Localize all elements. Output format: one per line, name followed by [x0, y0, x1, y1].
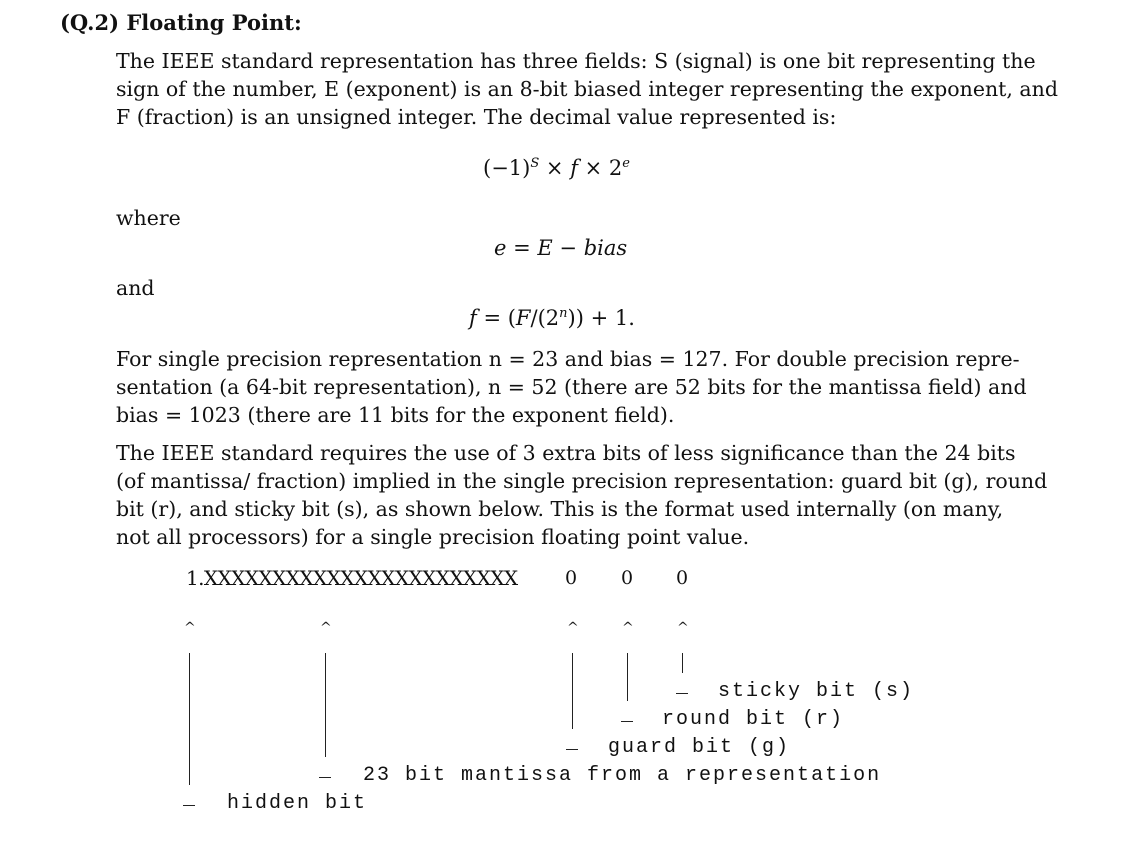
round-dash: [621, 721, 633, 722]
mantissa-dash: [319, 777, 331, 778]
caret-guard-icon: ^: [567, 620, 579, 636]
where-label: where: [116, 206, 181, 230]
hidden-bit-connector: [189, 653, 190, 785]
question-heading: (Q.2) Floating Point:: [60, 10, 302, 35]
text-line: bias = 1023 (there are 11 bits for the exponent field).: [116, 403, 675, 427]
text-line: bit (r), and sticky bit (s), as shown below. This is the format used internally (on many,: [116, 497, 1004, 521]
paragraph-extra-bits: [116, 439, 1048, 551]
equation-fraction: $f = (F/(2^n)) + 1$.: [469, 306, 635, 330]
text-line: The IEEE standard representation has three fields: S (signal) is one bit representing the: [116, 49, 1036, 73]
caret-mantissa-icon: ^: [320, 620, 332, 636]
equation-decimal-value: $(-1)^S \times f \times 2^e$: [483, 156, 630, 180]
paragraph-precision: [116, 345, 1027, 429]
guard-bit-connector: [572, 653, 573, 729]
round-bit-value: 0: [621, 567, 634, 589]
equation-exponent: e = E − bias: [494, 236, 628, 260]
sticky-dash: [676, 693, 688, 694]
guard-bit-label: guard bit (g): [608, 736, 791, 759]
sticky-bit-value: 0: [676, 567, 689, 589]
text-line: (of mantissa/ fraction) implied in the single precision representation: guard bit (g), round: [116, 469, 1048, 493]
text-line: For single precision representation n = 23 and bias = 127. For double precision repre-: [116, 347, 1020, 371]
guard-bit-value: 0: [565, 567, 578, 589]
mantissa-bits: 1.XXXXXXXXXXXXXXXXXXXXXXX: [186, 566, 518, 590]
hidden-bit-label: hidden bit: [227, 792, 368, 815]
round-bit-connector: [627, 653, 628, 701]
caret-sticky-icon: ^: [677, 620, 689, 636]
hidden-dash: [183, 805, 195, 806]
caret-hidden-icon: ^: [184, 620, 196, 636]
mantissa-label: 23 bit mantissa from a representation: [363, 764, 882, 787]
guard-dash: [566, 749, 578, 750]
text-line: sign of the number, E (exponent) is an 8-bit biased integer representing the exponent, and: [116, 77, 1058, 101]
mantissa-connector: [325, 653, 326, 757]
text-line: F (fraction) is an unsigned integer. The decimal value represented is:: [116, 105, 837, 129]
sticky-bit-connector: [682, 653, 683, 673]
and-label: and: [116, 276, 155, 300]
paragraph-ieee-fields: [116, 47, 1058, 131]
text-line: sentation (a 64-bit representation), n = 52 (there are 52 bits for the mantissa field) and: [116, 375, 1027, 399]
text-line: not all processors) for a single precision floating point value.: [116, 525, 750, 549]
sticky-bit-label: sticky bit (s): [718, 680, 915, 703]
text-line: The IEEE standard requires the use of 3 extra bits of less significance than the 24 bits: [116, 441, 1016, 465]
round-bit-label: round bit (r): [662, 708, 845, 731]
caret-round-icon: ^: [622, 620, 634, 636]
